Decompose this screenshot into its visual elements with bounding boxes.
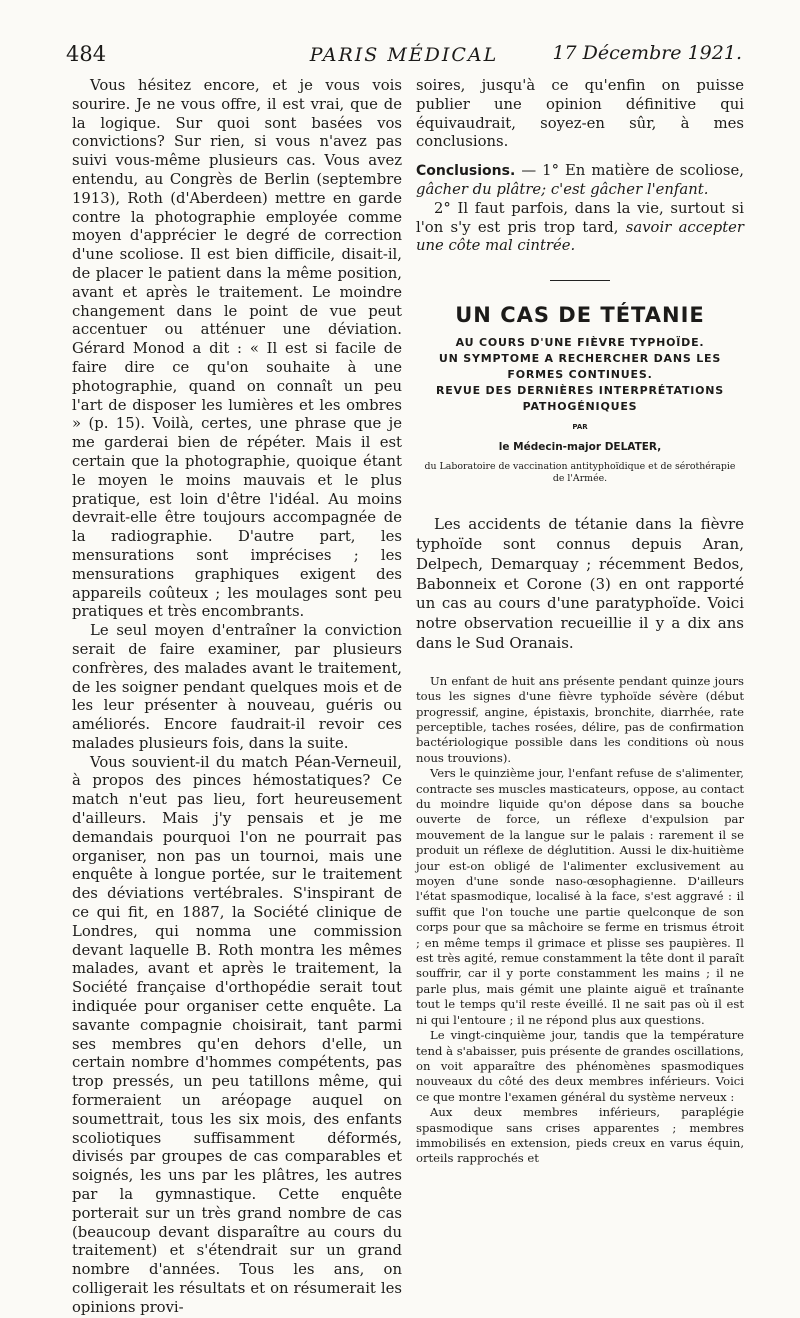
- conclusion-2-text: 2° Il faut parfois, dans la vie, surtout si l'on s'y est pris trop tard,: [416, 199, 744, 236]
- section-divider: [550, 280, 610, 281]
- conclusion-1-italic: gâcher du plâtre; c'est gâcher l'enfant.: [416, 180, 709, 198]
- affiliation-line: du Laboratoire de vaccination antityphoïdique et de sérothérapie: [424, 461, 736, 473]
- right-column: [416, 77, 744, 1167]
- article-title: UN CAS DE TÉTANIE: [455, 303, 705, 328]
- conclusion-2: [416, 200, 744, 256]
- left-paragraph: Le seul moyen d'entraîner la conviction serait de faire examiner, par plusieurs confrères, des malades avant le traitement, de les soigner pendant quelques mois et de les leur présenter à nouveau, guéris ou améliorés. Encore faudrait-il revoir ces malades plusieurs fois, dans la suite.: [72, 622, 402, 752]
- subtitle-line: REVUE DES DERNIÈRES INTERPRÉTATIONS: [435, 384, 725, 398]
- journal-title: PARIS MÉDICAL: [309, 44, 499, 66]
- affiliation-line: de l'Armée.: [552, 473, 608, 485]
- issue-date: 17 Décembre 1921.: [552, 42, 742, 64]
- conclusions-heading: Conclusions.: [416, 163, 516, 180]
- page-header: [66, 42, 742, 74]
- conclusion-1-text: — 1° En matière de scoliose,: [515, 162, 744, 180]
- conclusion-2-italic: savoir accepter une côte mal cintrée.: [416, 218, 744, 255]
- byline-par: PAR: [572, 423, 588, 432]
- case-paragraph: Le vingt-cinquième jour, tandis que la température tend à s'abaisser, puis présente de grandes oscillations, on voit apparaître des phénomènes spasmodiques nouveaux du côté des deux membres inférieurs. Voici ce que montre l'examen général du système nerveux :: [416, 1028, 744, 1104]
- left-column: [72, 77, 402, 1318]
- continuation-paragraph: soires, jusqu'à ce qu'enfin on puisse publier une opinion définitive qui équivaudrait, soyez-en sûr, à mes conclusions.: [416, 77, 744, 151]
- page-number: 484: [66, 42, 107, 66]
- subtitle-line: UN SYMPTOME A RECHERCHER DANS LES: [438, 352, 722, 366]
- case-paragraph: Un enfant de huit ans présente pendant quinze jours tous les signes d'une fièvre typhoïde sévère (début progressif, angine, épistaxis, bronchite, diarrhée, rate perceptible, taches rosées, délire, pas de confirmation bactériologique possible dans les conditions où nous nous trouvions).: [416, 673, 744, 765]
- conclusion-1: [416, 162, 744, 200]
- case-paragraph: Vers le quinzième jour, l'enfant refuse de s'alimenter, contracte ses muscles masticateurs, oppose, au contact du moindre liquide qu'on dépose dans sa bouche ouverte de force, un réflexe d'expulsion par mouvement de la langue sur le palais : rarement il se produit un réflexe de déglutition. Aussi le dix-huitième jour est-on obligé de l'alimenter exclusivement au moyen d'une sonde naso-œsophagienne. D'ailleurs l'état spasmodique, localisé à la face, s'est aggravé : il suffit que l'on touche une partie quelconque de son corps pour que sa mâchoire se ferme en trismus étroit ; en même temps il grimace et plisse ses paupières. Il est très agité, remue constamment la tête dont il paraît souffrir, car il y porte constamment les mains ; il ne parle plus, mais gémit une plainte aiguë et traînante tout le temps qu'il reste éveillé. Il ne sait pas où il est ni qui l'entoure ; il ne répond plus aux questions.: [416, 766, 744, 1027]
- left-paragraph: Vous hésitez encore, et je vous vois sourire. Je ne vous offre, il est vrai, que de la logique. Sur quoi sont basées vos convictions? Sur rien, si vous n'avez pas suivi vous-même plusieurs cas. Vous avez entendu, au Congrès de Berlin (septembre 1913), Roth (d'Aberdeen) mettre en garde contre la photographie employée comme moyen d'apprécier le degré de correction d'une scoliose. Il est bien difficile, disait-il, de placer le patient dans la même position, avant et après le traitement. Le moindre changement dans le point de vue peut accentuer ou atténuer une déviation. Gérard Monod a dit : « Il est si facile de faire dire ce qu'on souhaite à une photographie, quand on connaît un peu l'art de disposer les lumières et les ombres » (p. 15). Voilà, certes, une phrase que je me garderai bien de répéter. Mais il est certain que la photographie, quoique étant le moyen le moins mauvais et le plus pratique, est loin d'être l'idéal. Au moins devrait-elle être toujours accompagnée de la radiographie. D'autre part, les mensurations sont imprécises ; les mensurations graphiques exigent des appareils coûteux ; les moulages sont peu pratiques et très encombrants.: [72, 77, 402, 621]
- case-paragraph: Aux deux membres inférieurs, paraplégie spasmodique sans crises apparentes ; membres immobilisés en extension, pieds creux en varus équin, orteils rapprochés et: [416, 1105, 744, 1166]
- author: le Médecin-major DELATER,: [498, 441, 662, 454]
- left-paragraph: Vous souvient-il du match Péan-Verneuil, à propos des pinces hémostatiques? Ce match n'eut pas lieu, fort heureusement d'ailleurs. Mais j'y pensais et je me demandais pourquoi l'on ne pourrait pas organiser, non pas un tournoi, mais une enquête à longue portée, sur le traitement des déviations vertébrales. S'inspirant de ce qui fit, en 1887, la Société clinique de Londres, qui nomma une commission devant laquelle B. Roth montra les mêmes malades, avant et après le traitement, la Société française d'orthopédie serait tout indiquée pour organiser cette enquête. La savante compagnie choisirait, tant parmi ses membres qu'en dehors d'elle, un certain nombre d'hommes compétents, pas trop pressés, un peu tatillons même, qui formeraient un aréopage auquel on soumettrait, tous les six mois, des enfants scoliotiques suffisamment déformés, divisés par groupes de cas comparables et soignés, les uns par les plâtres, les autres par la gymnastique. Cette enquête porterait sur un très grand nombre de cas (beaucoup devant disparaître au cours du traitement) et s'étendrait sur un grand nombre d'années. Tous les ans, on colligerait les résultats et on résumerait les opinions provi-: [72, 753, 402, 1316]
- article-subtitle: [416, 335, 744, 415]
- subtitle-line: FORMES CONTINUES.: [507, 368, 653, 382]
- affiliation: [416, 461, 744, 485]
- subtitle-line: PATHOGÉNIQUES: [522, 400, 638, 414]
- subtitle-line: AU COURS D'UNE FIÈVRE TYPHOÏDE.: [455, 336, 705, 350]
- lead-paragraph: Les accidents de tétanie dans la fièvre typhoïde sont connus depuis Aran, Delpech, Demarquay ; récemment Bedos, Babonneix et Corone (3) en ont rapporté un cas au cours d'une paratyphoïde. Voici notre observation recueillie il y a dix ans dans le Sud Oranais.: [416, 515, 744, 652]
